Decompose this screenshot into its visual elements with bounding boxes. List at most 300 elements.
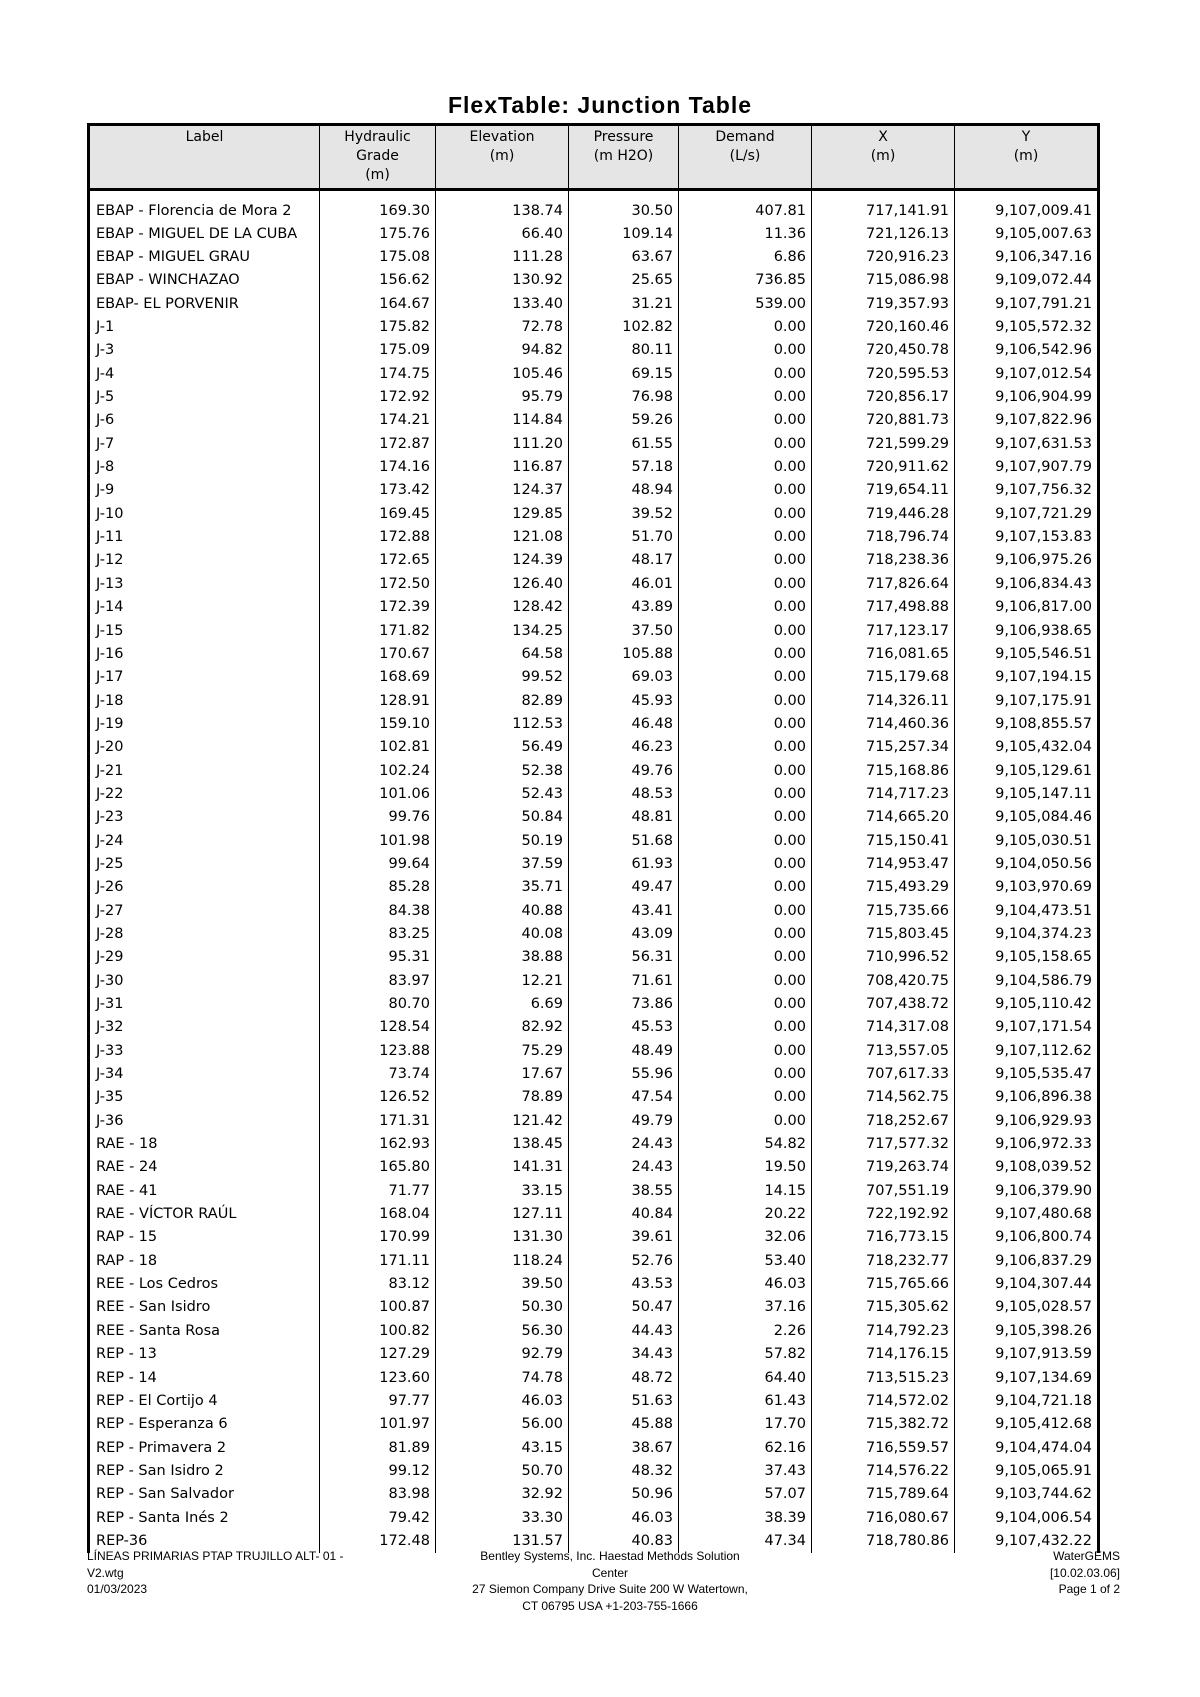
table-row <box>89 922 1099 945</box>
table-cell: 169.45 <box>320 502 436 525</box>
table-cell: 714,792.23 <box>812 1319 955 1342</box>
table-cell: 171.11 <box>320 1249 436 1272</box>
table-cell: 714,717.23 <box>812 782 955 805</box>
junction-label-cell: EBAP - WINCHAZAO <box>89 269 320 292</box>
table-cell: 99.52 <box>436 666 569 689</box>
table-cell: 9,107,721.29 <box>955 502 1099 525</box>
junction-label-cell: J-7 <box>89 432 320 455</box>
table-cell: 173.42 <box>320 479 436 502</box>
junction-label-cell: J-13 <box>89 572 320 595</box>
table-cell: 720,595.53 <box>812 362 955 385</box>
table-cell: 95.79 <box>436 385 569 408</box>
table-cell: 169.30 <box>320 190 436 223</box>
table-cell: 46.03 <box>679 1272 812 1295</box>
table-cell: 9,107,171.54 <box>955 1016 1099 1039</box>
table-cell: 721,126.13 <box>812 222 955 245</box>
junction-label-cell: J-4 <box>89 362 320 385</box>
table-cell: 121.42 <box>436 1109 569 1132</box>
table-cell: 0.00 <box>679 1086 812 1109</box>
table-cell: 126.40 <box>436 572 569 595</box>
table-cell: 0.00 <box>679 596 812 619</box>
table-cell: 11.36 <box>679 222 812 245</box>
table-cell: 713,515.23 <box>812 1366 955 1389</box>
table-cell: 9,105,572.32 <box>955 315 1099 338</box>
table-cell: 54.82 <box>679 1132 812 1155</box>
junction-label-cell: RAP - 18 <box>89 1249 320 1272</box>
table-cell: 121.08 <box>436 525 569 548</box>
table-cell: 57.07 <box>679 1483 812 1506</box>
table-cell: 116.87 <box>436 455 569 478</box>
table-cell: 34.43 <box>569 1343 679 1366</box>
table-cell: 64.40 <box>679 1366 812 1389</box>
table-cell: 9,105,028.57 <box>955 1296 1099 1319</box>
table-cell: 46.23 <box>569 736 679 759</box>
table-cell: 48.53 <box>569 782 679 805</box>
table-cell: 74.78 <box>436 1366 569 1389</box>
table-cell: 172.87 <box>320 432 436 455</box>
table-cell: 0.00 <box>679 689 812 712</box>
table-cell: 52.43 <box>436 782 569 805</box>
table-cell: 40.08 <box>436 922 569 945</box>
column-header <box>569 125 679 190</box>
table-cell: 40.88 <box>436 899 569 922</box>
table-cell: 30.50 <box>569 190 679 223</box>
junction-label-cell: RAE - 24 <box>89 1156 320 1179</box>
table-cell: 49.47 <box>569 876 679 899</box>
table-cell: 83.97 <box>320 969 436 992</box>
table-cell: 720,916.23 <box>812 245 955 268</box>
table-cell: 83.25 <box>320 922 436 945</box>
table-cell: 105.46 <box>436 362 569 385</box>
table-cell: 0.00 <box>679 362 812 385</box>
junction-label-cell: REE - Santa Rosa <box>89 1319 320 1342</box>
table-cell: 83.12 <box>320 1272 436 1295</box>
table-cell: 172.92 <box>320 385 436 408</box>
table-row <box>89 806 1099 829</box>
table-row <box>89 736 1099 759</box>
table-cell: 0.00 <box>679 922 812 945</box>
table-row <box>89 946 1099 969</box>
table-cell: 716,559.57 <box>812 1436 955 1459</box>
table-cell: 171.82 <box>320 619 436 642</box>
table-row <box>89 876 1099 899</box>
table-cell: 0.00 <box>679 1109 812 1132</box>
table-cell: 175.82 <box>320 315 436 338</box>
table-cell: 66.40 <box>436 222 569 245</box>
table-cell: 114.84 <box>436 409 569 432</box>
table-cell: 715,150.41 <box>812 829 955 852</box>
table-row <box>89 1249 1099 1272</box>
table-cell: 0.00 <box>679 385 812 408</box>
table-cell: 126.52 <box>320 1086 436 1109</box>
table-cell: 0.00 <box>679 455 812 478</box>
table-cell: 714,665.20 <box>812 806 955 829</box>
table-cell: 46.48 <box>569 712 679 735</box>
table-cell: 9,103,744.62 <box>955 1483 1099 1506</box>
table-row <box>89 852 1099 875</box>
table-cell: 9,107,907.79 <box>955 455 1099 478</box>
junction-label-cell: EBAP - MIGUEL GRAU <box>89 245 320 268</box>
table-cell: 9,104,374.23 <box>955 922 1099 945</box>
table-cell: 175.09 <box>320 339 436 362</box>
table-cell: 9,104,006.54 <box>955 1506 1099 1529</box>
table-row <box>89 1483 1099 1506</box>
table-cell: 40.84 <box>569 1202 679 1225</box>
table-row <box>89 1366 1099 1389</box>
table-cell: 9,106,800.74 <box>955 1226 1099 1249</box>
footer-file-info <box>87 1548 417 1598</box>
table-cell: 78.89 <box>436 1086 569 1109</box>
junction-label-cell: J-16 <box>89 642 320 665</box>
table-cell: 0.00 <box>679 946 812 969</box>
table-cell: 9,107,012.54 <box>955 362 1099 385</box>
junction-label-cell: EBAP- EL PORVENIR <box>89 292 320 315</box>
table-row <box>89 1179 1099 1202</box>
table-cell: 12.21 <box>436 969 569 992</box>
table-cell: 19.50 <box>679 1156 812 1179</box>
table-cell: 170.99 <box>320 1226 436 1249</box>
table-cell: 175.08 <box>320 245 436 268</box>
table-cell: 717,498.88 <box>812 596 955 619</box>
table-cell: 720,450.78 <box>812 339 955 362</box>
table-cell: 707,617.33 <box>812 1062 955 1085</box>
table-cell: 127.29 <box>320 1343 436 1366</box>
table-cell: 138.45 <box>436 1132 569 1155</box>
table-cell: 80.11 <box>569 339 679 362</box>
table-row <box>89 1039 1099 1062</box>
table-cell: 39.61 <box>569 1226 679 1249</box>
table-cell: 51.63 <box>569 1389 679 1412</box>
table-cell: 9,105,007.63 <box>955 222 1099 245</box>
table-cell: 102.24 <box>320 759 436 782</box>
table-cell: 717,123.17 <box>812 619 955 642</box>
junction-label-cell: J-27 <box>89 899 320 922</box>
table-cell: 172.48 <box>320 1529 436 1552</box>
table-cell: 69.15 <box>569 362 679 385</box>
table-cell: 9,107,631.53 <box>955 432 1099 455</box>
table-cell: 138.74 <box>436 190 569 223</box>
table-cell: 715,735.66 <box>812 899 955 922</box>
table-cell: 720,911.62 <box>812 455 955 478</box>
table-cell: 102.81 <box>320 736 436 759</box>
column-header-line: (m) <box>870 148 896 164</box>
table-cell: 718,780.86 <box>812 1529 955 1552</box>
junction-label-cell: J-1 <box>89 315 320 338</box>
page-title: FlexTable: Junction Table <box>447 92 753 118</box>
table-cell: 49.76 <box>569 759 679 782</box>
table-header-row <box>89 125 1099 190</box>
table-cell: 714,326.11 <box>812 689 955 712</box>
table-cell: 9,106,904.99 <box>955 385 1099 408</box>
table-cell: 48.94 <box>569 479 679 502</box>
table-cell: 9,107,134.69 <box>955 1366 1099 1389</box>
table-cell: 141.31 <box>436 1156 569 1179</box>
table-cell: 52.38 <box>436 759 569 782</box>
table-cell: 9,105,084.46 <box>955 806 1099 829</box>
column-header-line: Label <box>185 129 224 145</box>
table-cell: 9,105,398.26 <box>955 1319 1099 1342</box>
table-cell: 168.04 <box>320 1202 436 1225</box>
table-cell: 99.76 <box>320 806 436 829</box>
table-cell: 0.00 <box>679 876 812 899</box>
table-cell: 174.21 <box>320 409 436 432</box>
column-header-line: X <box>878 129 888 145</box>
junction-label-cell: REP - El Cortijo 4 <box>89 1389 320 1412</box>
table-cell: 708,420.75 <box>812 969 955 992</box>
column-header-line: Hydraulic <box>344 129 411 145</box>
table-cell: 101.06 <box>320 782 436 805</box>
table-row <box>89 1156 1099 1179</box>
table-cell: 62.16 <box>679 1436 812 1459</box>
junction-label-cell: REP-36 <box>89 1529 320 1552</box>
table-cell: 719,357.93 <box>812 292 955 315</box>
junction-label-cell: J-18 <box>89 689 320 712</box>
table-cell: 33.15 <box>436 1179 569 1202</box>
table-cell: 46.03 <box>569 1506 679 1529</box>
table-row <box>89 222 1099 245</box>
table-cell: 118.24 <box>436 1249 569 1272</box>
table-cell: 44.43 <box>569 1319 679 1342</box>
table-cell: 717,577.32 <box>812 1132 955 1155</box>
table-cell: 9,105,030.51 <box>955 829 1099 852</box>
table-cell: 6.86 <box>679 245 812 268</box>
table-row <box>89 1296 1099 1319</box>
table-row <box>89 1459 1099 1482</box>
table-row <box>89 1389 1099 1412</box>
table-cell: 133.40 <box>436 292 569 315</box>
table-cell: 715,493.29 <box>812 876 955 899</box>
table-cell: 172.65 <box>320 549 436 572</box>
junction-label-cell: RAE - VÍCTOR RAÚL <box>89 1202 320 1225</box>
junction-label-cell: J-20 <box>89 736 320 759</box>
table-cell: 38.88 <box>436 946 569 969</box>
junction-label-cell: J-12 <box>89 549 320 572</box>
table-cell: 99.12 <box>320 1459 436 1482</box>
junction-table <box>87 123 1100 1553</box>
table-cell: 39.50 <box>436 1272 569 1295</box>
table-cell: 0.00 <box>679 852 812 875</box>
table-cell: 707,551.19 <box>812 1179 955 1202</box>
table-cell: 710,996.52 <box>812 946 955 969</box>
table-cell: 9,106,896.38 <box>955 1086 1099 1109</box>
table-cell: 174.16 <box>320 455 436 478</box>
column-header-line: (m) <box>489 148 515 164</box>
table-cell: 43.53 <box>569 1272 679 1295</box>
table-cell: 718,252.67 <box>812 1109 955 1132</box>
table-cell: 715,179.68 <box>812 666 955 689</box>
footer-product-info <box>960 1548 1120 1598</box>
table-cell: 101.97 <box>320 1413 436 1436</box>
table-cell: 717,141.91 <box>812 190 955 223</box>
table-cell: 9,109,072.44 <box>955 269 1099 292</box>
table-cell: 165.80 <box>320 1156 436 1179</box>
table-cell: 47.54 <box>569 1086 679 1109</box>
table-cell: 38.67 <box>569 1436 679 1459</box>
table-cell: 134.25 <box>436 619 569 642</box>
table-cell: 0.00 <box>679 712 812 735</box>
table-cell: 43.15 <box>436 1436 569 1459</box>
table-row <box>89 1132 1099 1155</box>
table-row <box>89 1202 1099 1225</box>
table-cell: 539.00 <box>679 292 812 315</box>
table-cell: 707,438.72 <box>812 992 955 1015</box>
table-cell: 61.93 <box>569 852 679 875</box>
footer-line: 27 Siemon Company Drive Suite 200 W Watertown, <box>472 1582 748 1596</box>
table-row <box>89 409 1099 432</box>
table-body <box>89 190 1099 1553</box>
junction-label-cell: REP - Primavera 2 <box>89 1436 320 1459</box>
table-row <box>89 190 1099 223</box>
table-cell: 80.70 <box>320 992 436 1015</box>
junction-label-cell: REP - 14 <box>89 1366 320 1389</box>
table-cell: 9,104,473.51 <box>955 899 1099 922</box>
table-cell: 9,104,721.18 <box>955 1389 1099 1412</box>
table-cell: 9,104,586.79 <box>955 969 1099 992</box>
table-row <box>89 1436 1099 1459</box>
junction-label-cell: J-21 <box>89 759 320 782</box>
table-cell: 128.54 <box>320 1016 436 1039</box>
table-row <box>89 1016 1099 1039</box>
table-cell: 736.85 <box>679 269 812 292</box>
junction-label-cell: EBAP - Florencia de Mora 2 <box>89 190 320 223</box>
junction-label-cell: REE - San Isidro <box>89 1296 320 1319</box>
table-cell: 718,232.77 <box>812 1249 955 1272</box>
table-cell: 111.20 <box>436 432 569 455</box>
table-cell: 714,953.47 <box>812 852 955 875</box>
table-cell: 0.00 <box>679 1039 812 1062</box>
table-cell: 720,881.73 <box>812 409 955 432</box>
table-cell: 56.30 <box>436 1319 569 1342</box>
table-cell: 9,108,855.57 <box>955 712 1099 735</box>
table-cell: 82.89 <box>436 689 569 712</box>
table-cell: 0.00 <box>679 1016 812 1039</box>
table-row <box>89 315 1099 338</box>
table-cell: 718,796.74 <box>812 525 955 548</box>
table-cell: 159.10 <box>320 712 436 735</box>
table-cell: 9,107,194.15 <box>955 666 1099 689</box>
table-row <box>89 245 1099 268</box>
column-header-line: (L/s) <box>729 148 761 164</box>
table-cell: 0.00 <box>679 782 812 805</box>
table-cell: 9,106,817.00 <box>955 596 1099 619</box>
junction-label-cell: REP - San Salvador <box>89 1483 320 1506</box>
junction-label-cell: J-29 <box>89 946 320 969</box>
table-cell: 715,257.34 <box>812 736 955 759</box>
table-cell: 714,576.22 <box>812 1459 955 1482</box>
table-cell: 0.00 <box>679 806 812 829</box>
table-cell: 0.00 <box>679 829 812 852</box>
table-cell: 38.55 <box>569 1179 679 1202</box>
footer-line: WaterGEMS <box>1053 1549 1120 1563</box>
table-cell: 129.85 <box>436 502 569 525</box>
table-cell: 124.39 <box>436 549 569 572</box>
junction-label-cell: J-28 <box>89 922 320 945</box>
table-cell: 714,317.08 <box>812 1016 955 1039</box>
table-row <box>89 339 1099 362</box>
table-cell: 92.79 <box>436 1343 569 1366</box>
table-row <box>89 1506 1099 1529</box>
table-cell: 713,557.05 <box>812 1039 955 1062</box>
table-row <box>89 1109 1099 1132</box>
table-cell: 715,765.66 <box>812 1272 955 1295</box>
table-cell: 51.68 <box>569 829 679 852</box>
table-cell: 171.31 <box>320 1109 436 1132</box>
table-cell: 0.00 <box>679 736 812 759</box>
table-cell: 9,106,938.65 <box>955 619 1099 642</box>
table-cell: 40.83 <box>569 1529 679 1552</box>
table-row <box>89 1319 1099 1342</box>
table-cell: 722,192.92 <box>812 1202 955 1225</box>
table-cell: 0.00 <box>679 502 812 525</box>
table-row <box>89 455 1099 478</box>
table-cell: 9,105,158.65 <box>955 946 1099 969</box>
table-row <box>89 1062 1099 1085</box>
table-cell: 46.03 <box>436 1389 569 1412</box>
table-cell: 714,460.36 <box>812 712 955 735</box>
junction-label-cell: J-26 <box>89 876 320 899</box>
table-cell: 720,160.46 <box>812 315 955 338</box>
table-row <box>89 992 1099 1015</box>
table-cell: 9,105,432.04 <box>955 736 1099 759</box>
table-cell: 63.67 <box>569 245 679 268</box>
table-cell: 112.53 <box>436 712 569 735</box>
table-cell: 47.34 <box>679 1529 812 1552</box>
table-cell: 75.29 <box>436 1039 569 1062</box>
table-cell: 9,107,822.96 <box>955 409 1099 432</box>
table-cell: 50.30 <box>436 1296 569 1319</box>
table-cell: 714,562.75 <box>812 1086 955 1109</box>
table-cell: 9,103,970.69 <box>955 876 1099 899</box>
table-cell: 43.09 <box>569 922 679 945</box>
table-cell: 43.89 <box>569 596 679 619</box>
table-cell: 714,176.15 <box>812 1343 955 1366</box>
table-cell: 0.00 <box>679 549 812 572</box>
table-cell: 0.00 <box>679 315 812 338</box>
table-cell: 56.31 <box>569 946 679 969</box>
table-cell: 170.67 <box>320 642 436 665</box>
table-row <box>89 362 1099 385</box>
table-row <box>89 829 1099 852</box>
table-cell: 101.98 <box>320 829 436 852</box>
table-cell: 9,107,756.32 <box>955 479 1099 502</box>
column-header-line: Elevation <box>469 129 535 145</box>
table-row <box>89 1086 1099 1109</box>
footer-line: Page 1 of 2 <box>1058 1582 1120 1596</box>
junction-label-cell: J-25 <box>89 852 320 875</box>
table-cell: 9,105,110.42 <box>955 992 1099 1015</box>
junction-label-cell: J-11 <box>89 525 320 548</box>
table-cell: 0.00 <box>679 572 812 595</box>
table-cell: 38.39 <box>679 1506 812 1529</box>
column-header <box>320 125 436 190</box>
table-cell: 0.00 <box>679 1062 812 1085</box>
junction-label-cell: J-3 <box>89 339 320 362</box>
table-row <box>89 596 1099 619</box>
table-cell: 0.00 <box>679 619 812 642</box>
table-cell: 9,107,009.41 <box>955 190 1099 223</box>
table-cell: 6.69 <box>436 992 569 1015</box>
table-cell: 100.87 <box>320 1296 436 1319</box>
table-cell: 127.11 <box>436 1202 569 1225</box>
table-cell: 37.50 <box>569 619 679 642</box>
table-cell: 9,106,347.16 <box>955 245 1099 268</box>
footer-company-info <box>420 1548 800 1614</box>
table-cell: 156.62 <box>320 269 436 292</box>
table-cell: 48.72 <box>569 1366 679 1389</box>
column-header-line: Demand <box>715 129 775 145</box>
table-cell: 50.47 <box>569 1296 679 1319</box>
footer-line: [10.02.03.06] <box>1049 1565 1120 1580</box>
